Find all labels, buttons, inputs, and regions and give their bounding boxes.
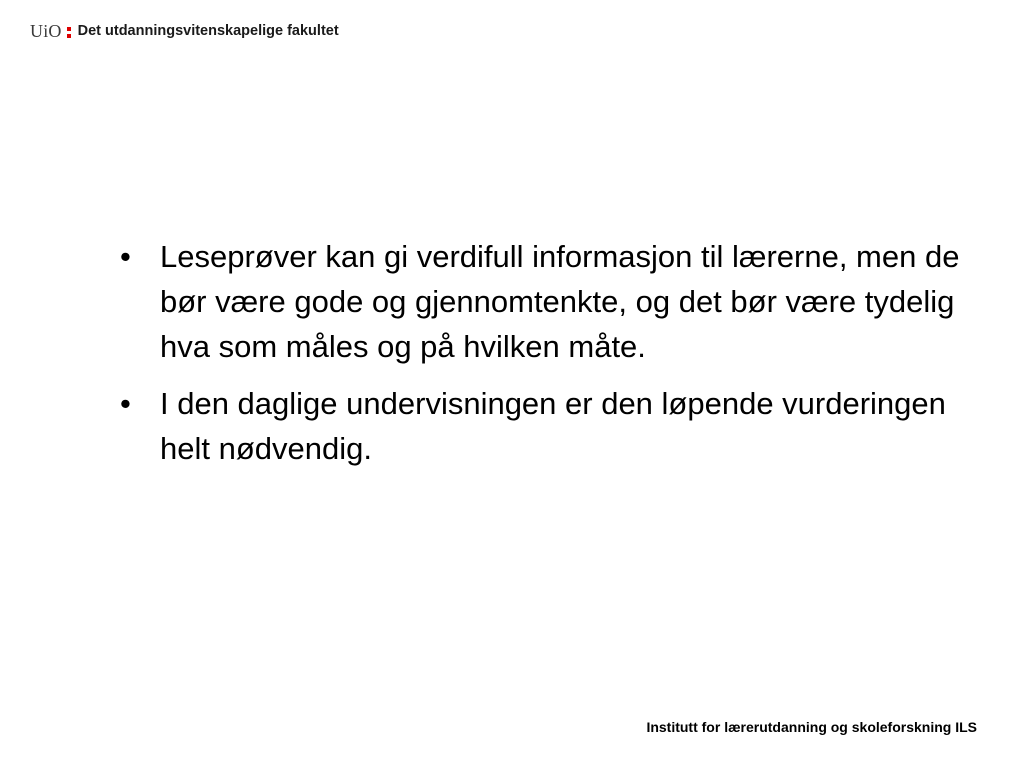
footer-institute: Institutt for lærerutdanning og skoleforskning ILS	[646, 719, 977, 735]
bullet-item	[118, 234, 978, 369]
logo-dots-icon	[67, 27, 71, 38]
bullet-text: Leseprøver kan gi verdifull informasjon til lærerne, men de bør være gode og gjennomtenkte, og det bør være tydelig hva som måles og på hvilken måte.	[160, 239, 960, 364]
bullet-text: I den daglige undervisningen er den løpende vurderingen helt nødvendig.	[160, 386, 946, 466]
bullet-list	[118, 234, 978, 471]
faculty-name: Det utdanningsvitenskapelige fakultet	[77, 23, 339, 39]
bullet-item	[118, 381, 978, 471]
uio-logo: UiO	[30, 20, 62, 41]
slide-body	[118, 234, 978, 483]
bullet-icon: •	[120, 386, 131, 421]
bullet-icon: •	[120, 239, 131, 274]
header	[30, 18, 339, 44]
